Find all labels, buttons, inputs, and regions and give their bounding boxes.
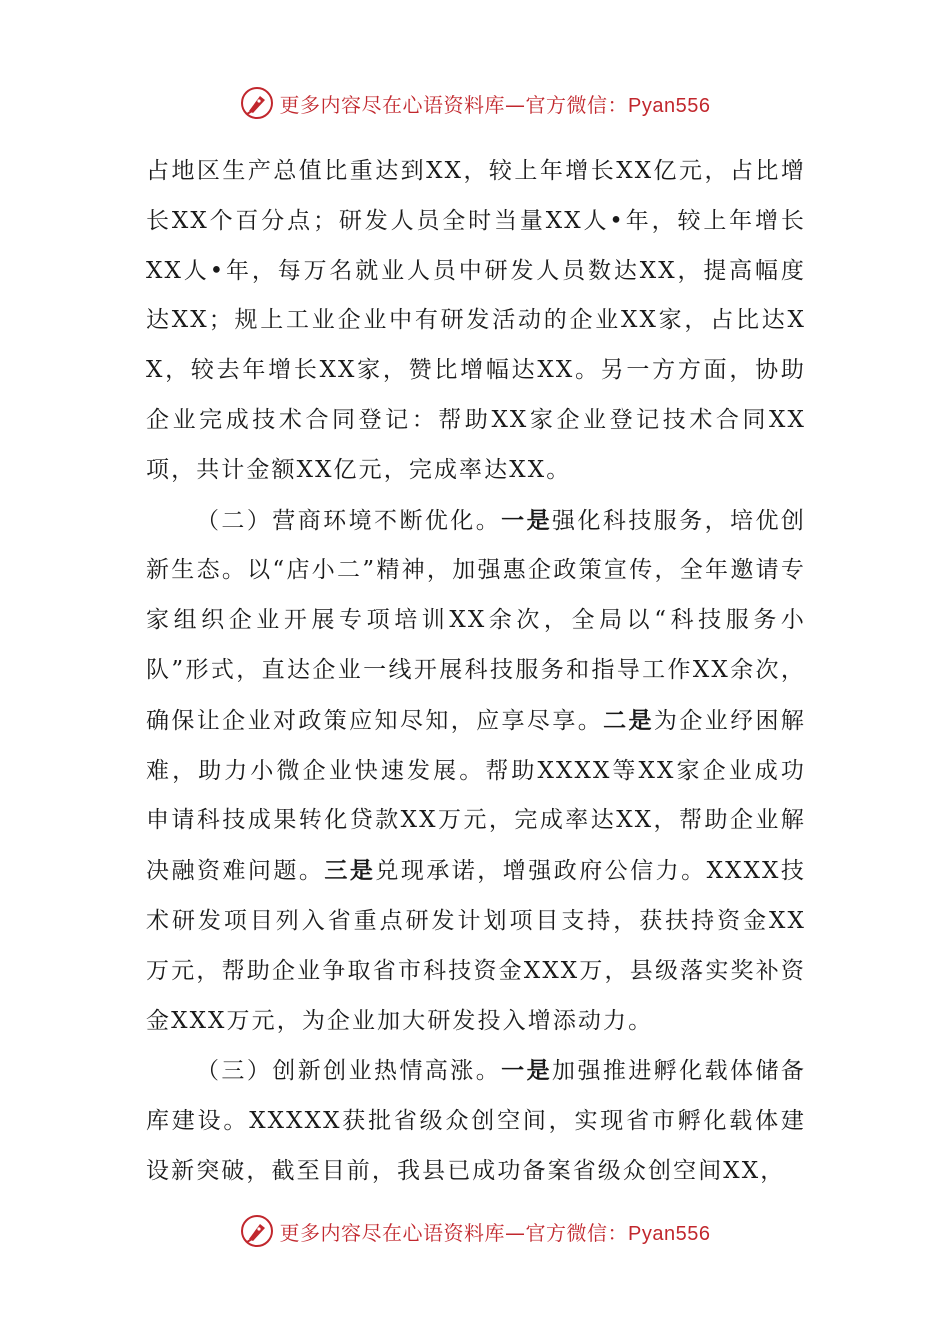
pen-nib-logo-icon: [240, 1214, 274, 1248]
paragraph-text: 强化科技服务，培优创新生态。以“店小二”精神，加强惠企政策宣传，全年邀请专家组织企业开展专项培训XX余次，全局以“科技服务小队”形式，直达企业一线开展科技服务和指导工作XX余次，确保让企业对政策应知尽知，应享尽享。: [146, 507, 807, 734]
watermark-text-cn: 更多内容尽在心语资料库—官方微信：: [279, 92, 629, 117]
paragraph: [146, 496, 806, 1047]
point-marker: 一是: [501, 1057, 553, 1085]
paragraph-text: 占地区生产总值比重达到XX，较上年增长XX亿元，占比增长XX个百分点；研发人员全时当量XX人•年，较上年增长XX人•年，每万名就业人员中研发人员数达XX，提高幅度达XX；规上工业企业中有研发活动的企业XX家，占比达XX，较去年增长XX家，赞比增幅达XX。另一方方面，协助企业完成技术合同登记：帮助XX家企业登记技术合同XX项，共计金额XX亿元，完成率达XX。: [146, 158, 806, 483]
paragraph-text: 加强推进孵化载体储备库建设。XXXXX获批省级众创空间，实现省市孵化载体建设新突破，截至目前，我县已成功备案省级众创空间XX，: [146, 1058, 807, 1184]
header-watermark: [0, 83, 950, 123]
watermark-wechat-id: Pyan556: [628, 1222, 711, 1245]
footer-watermark: [0, 1211, 950, 1251]
point-marker: 二是: [603, 706, 654, 734]
paragraph-text: 为企业纾困解难，助力小微企业快速发展。帮助XXXX等XX家企业成功申请科技成果转化贷款XX万元，完成率达XX，帮助企业解决融资难问题。: [146, 707, 806, 885]
document-body: [146, 147, 806, 1197]
section-heading: （三）创新创业热情高涨。: [196, 1058, 502, 1085]
paragraph: [146, 1046, 806, 1196]
watermark-wechat-id: Pyan556: [628, 94, 711, 117]
point-marker: 一是: [501, 506, 553, 534]
paragraph: [146, 147, 806, 496]
watermark-text-cn: 更多内容尽在心语资料库—官方微信：: [279, 1220, 629, 1245]
pen-nib-logo-icon: [240, 86, 274, 120]
section-heading: （二）营商环境不断优化。: [196, 507, 502, 534]
watermark-text: [280, 89, 711, 118]
paragraph-text: 兑现承诺，增强政府公信力。XXXX技术研发项目列入省重点研发计划项目支持，获扶持资金XX万元，帮助企业争取省市科技资金XXX万，县级落实奖补资金XXX万元，为企业加大研发投入增添动力。: [146, 858, 807, 1034]
watermark-text: [280, 1217, 711, 1246]
point-marker: 三是: [324, 857, 376, 885]
